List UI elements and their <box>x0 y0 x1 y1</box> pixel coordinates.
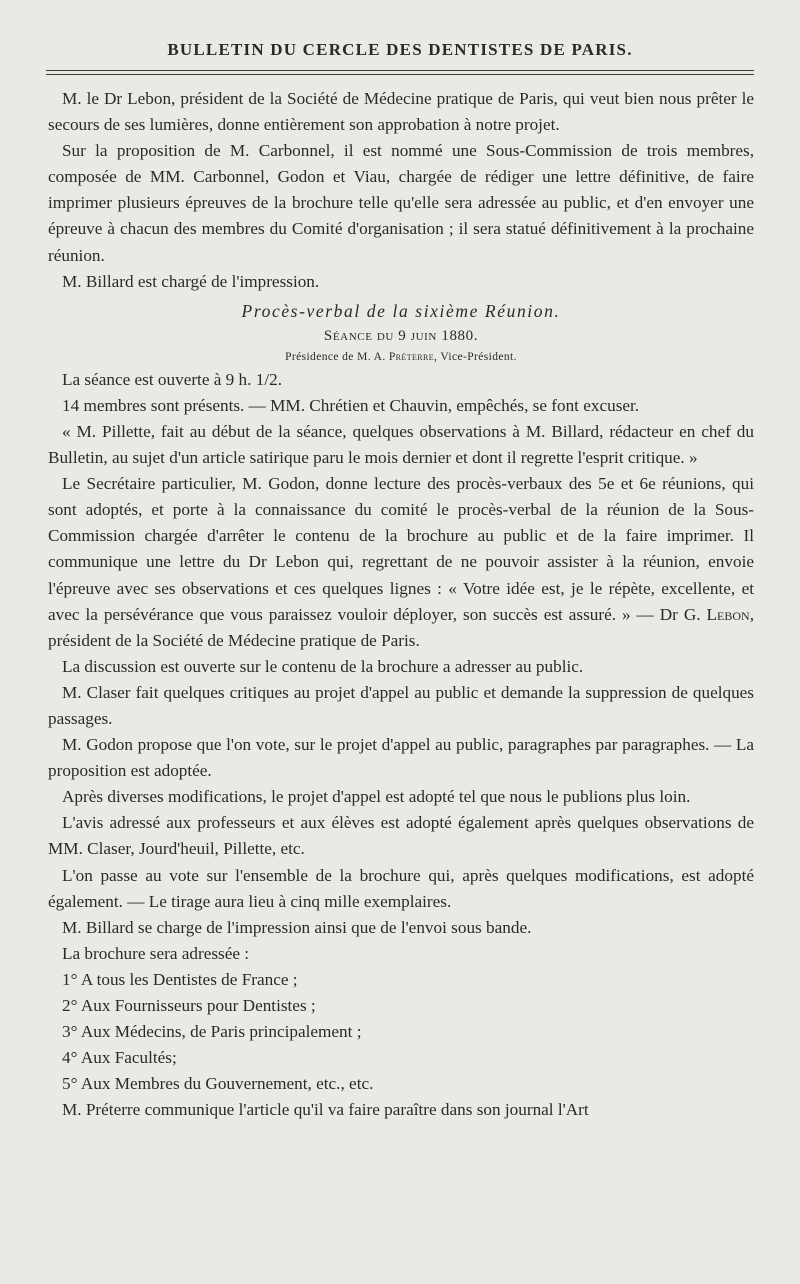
running-header: BULLETIN DU CERCLE DES DENTISTES DE PARIS. <box>167 40 633 59</box>
paragraph: M. Billard se charge de l'impression ainsi que de l'envoi sous bande. <box>62 917 532 937</box>
seance-date-prefix: Séance du 9 juin <box>323 327 437 344</box>
paragraph: La séance est ouverte à 9 h. 1/2. <box>62 369 283 389</box>
header-rule-bottom <box>46 74 754 75</box>
seance-year: 1880. <box>441 327 479 344</box>
list-item: 4° Aux Facultés; <box>62 1048 177 1068</box>
paragraph: M. le Dr Lebon, président de la Société de Médecine pratique de Paris, qui veut bien nous prêter le secours de ses lumières, donne entièrement son approbation à notre projet. <box>48 89 754 135</box>
signature-suffix: , président de la Société de Médecine pratique de Paris. <box>48 604 754 650</box>
paragraph: M. Préterre communique l'article qu'il va faire paraître dans son journal l'Art <box>62 1100 589 1120</box>
paragraph: « M. Pillette, fait au début de la séance, quelques observations à M. Billard, rédacteur en chef du Bulletin, au sujet d'un article satirique paru le mois dernier et dont il regrette l'esprit critique. » <box>48 421 754 468</box>
presidence-prefix: Présidence de M. A. <box>285 350 389 363</box>
body-text <box>48 86 754 1123</box>
signature-prefix: Dr G. <box>659 604 707 624</box>
presidence-line <box>48 347 754 367</box>
list-item: 1° A tous les Dentistes de France ; <box>62 969 298 989</box>
paragraph: La brochure sera adressée : <box>62 943 250 963</box>
paragraph: M. Godon propose que l'on vote, sur le projet d'appel au public, paragraphes par paragraphes. — La proposition est adoptée. <box>48 735 754 781</box>
paragraph: M. Billard est chargé de l'impression. <box>62 271 320 291</box>
paragraph <box>48 471 754 654</box>
list-item: 3° Aux Médecins, de Paris principalement ; <box>62 1022 362 1042</box>
list-item: 5° Aux Membres du Gouvernement, etc., etc. <box>62 1074 374 1094</box>
list-item: 2° Aux Fournisseurs pour Dentistes ; <box>62 996 316 1015</box>
signature-name: Lebon <box>706 604 750 624</box>
paragraph: M. Claser fait quelques critiques au projet d'appel au public et demande la suppression de quelques passages. <box>48 682 754 728</box>
seance-date <box>48 325 754 347</box>
paragraph-text: Le Secrétaire particulier, M. Godon, donne lecture des procès-verbaux des 5e et 6e réunions, qui sont adoptés, et porte à la connaissance du comité le procès-verbal de la réunion de la Sous-Commission chargée d'arrêter le contenu de la brochure au public et de la faire imprimer. Il communique une lettre du Dr Lebon qui, regrettant de ne pouvoir assister à la réunion, envoie l'épreuve avec ses observations et ces quelques lignes : « Votre idée est, je le répète, excellente, et avec la persévérance que vous paraissez vouloir déployer, son succès est assuré. » — <box>48 474 754 624</box>
header-rule-top <box>46 70 754 71</box>
section-title: Procès-verbal de la sixième Réunion. <box>241 300 561 321</box>
paragraph: La discussion est ouverte sur le contenu de la brochure a adresser au public. <box>62 656 584 676</box>
paragraph: 14 membres sont présents. — MM. Chrétien et Chauvin, empêchés, se font excuser. <box>62 395 640 415</box>
paragraph: Sur la proposition de M. Carbonnel, il est nommé une Sous-Commission de trois membres, composée de MM. Carbonnel, Godon et Viau, chargée de rédiger une lettre définitive, de faire imprimer plusieurs épreuves de la brochure telle qu'elle sera adressée au public, et d'en envoyer une épreuve à chacun des membres du Comité d'organisation ; il sera statué définitivement à la prochaine réunion. <box>48 141 754 265</box>
presidence-suffix: , Vice-Président. <box>434 350 517 363</box>
paragraph: L'on passe au vote sur l'ensemble de la brochure qui, après quelques modifications, est adopté également. — Le tirage aura lieu à cinq mille exemplaires. <box>48 865 754 911</box>
presidence-name: Préterre <box>388 350 435 363</box>
paragraph: L'avis adressé aux professeurs et aux élèves est adopté également après quelques observations de MM. Claser, Jourd'heuil, Pillette, etc. <box>48 813 754 859</box>
paragraph: Après diverses modifications, le projet d'appel est adopté tel que nous le publions plus loin. <box>62 787 691 807</box>
